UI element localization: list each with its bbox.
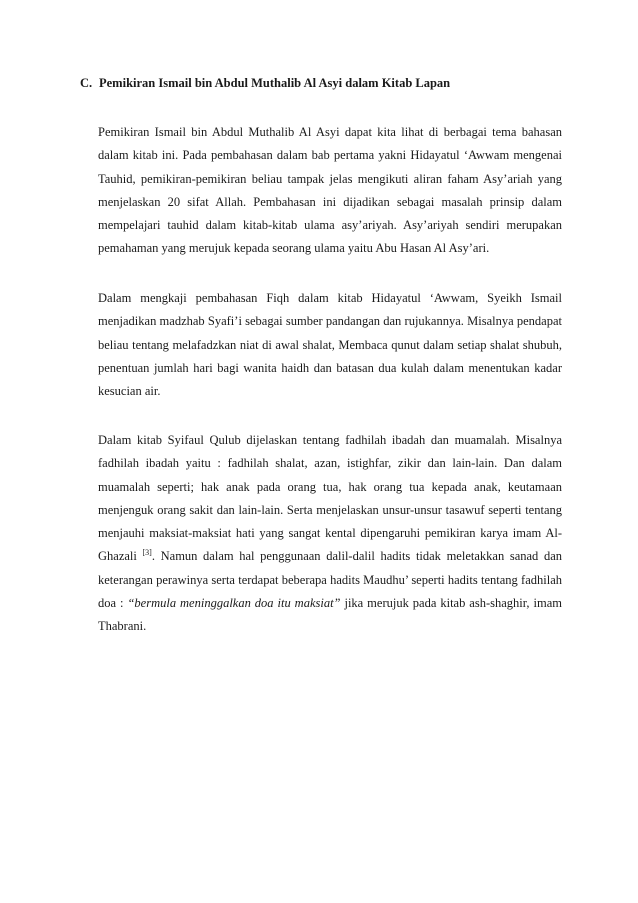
paragraph-tauhid: Pemikiran Ismail bin Abdul Muthalib Al Asyi dapat kita lihat di berbagai tema bahasan dalam kitab ini. Pada pembahasan dalam bab pertama yakni Hidayatul ‘Awwam mengenai Tauhid, pemikiran-pemikiran beliau tampak jelas mengikuti aliran faham Asy’ariah yang menjelaskan 20 sifat Allah. Pembahasan ini dijadikan sebagai masalah prinsip dalam mempelajari tauhid dalam kitab-kitab ulama asy’ariyah. Asy’ariyah sendiri merupakan pemahaman yang merujuk kepada seorang ulama yaitu Abu Hasan Al Asy’ari. — [98, 125, 562, 256]
paragraph-text: Dalam kitab Syifaul Qulub dijelaskan tentang fadhilah ibadah dan muamalah. Misalnya fadhilah ibadah yaitu : fadhilah shalat, azan, istighfar, zikir dan lain-lain. Dan dalam muamalah seperti; hak anak pada orang tua, hak orang tua kepada anak, keutamaan menjenguk orang sakit dan lain-lain. Serta menjelaskan unsur-unsur tasawuf seperti tentang menjauhi maksiat-maksiat hati yang sangat kental dipengaruhi pemikiran karya imam Al-Ghazali — [98, 433, 562, 564]
hadith-quote: “bermula meninggalkan doa itu maksiat” — [127, 596, 341, 611]
section-heading — [80, 75, 570, 91]
paragraph-syifaul-qulub — [98, 429, 562, 639]
paragraph-fiqh: Dalam mengkaji pembahasan Fiqh dalam kitab Hidayatul ‘Awwam, Syeikh Ismail menjadikan madzhab Syafi’i sebagai sumber pandangan dan rujukannya. Misalnya pendapat beliau tentang melafadzkan niat di awal shalat, Membaca qunut dalam setiap shalat shubuh, penentuan jumlah hari bagi wanita haidh dan batasan dua kulah dalam menentukan kadar kesucian air. — [98, 291, 562, 399]
paragraph-text: . Namun dalam hal penggunaan dalil-dalil hadits tidak meletakkan sanad dan keterangan perawinya serta terdapat beberapa hadits Maudhu’ seperti hadits tentang fadhilah doa : — [98, 549, 562, 611]
section-title: Pemikiran Ismail bin Abdul Muthalib Al Asyi dalam Kitab Lapan — [99, 76, 451, 90]
citation-reference: [3] — [142, 548, 152, 558]
paragraph-text: jika merujuk pada kitab ash-shaghir, imam Thabrani. — [98, 596, 562, 634]
section-letter: C. — [80, 76, 93, 90]
